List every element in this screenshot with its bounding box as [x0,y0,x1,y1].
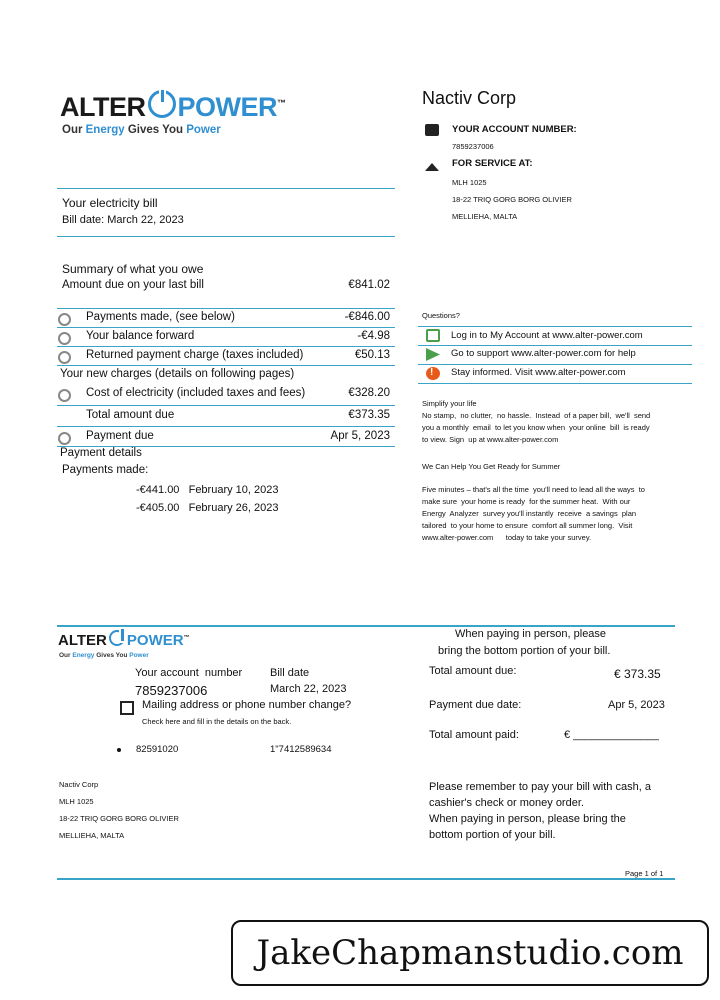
stub-customer-name: Nactiv Corp [59,780,99,789]
house-icon [425,163,439,171]
stub-top-divider [57,625,675,627]
questions-title: Questions? [422,311,460,320]
simplify-body-1: No stamp, no clutter, no hassle. Instead of a paper bill, we'll send [422,411,651,420]
stub-tagline: Our Energy Gives You Power [59,652,149,659]
stub-bill-date-label: Bill date [270,667,310,679]
stub-logo: ALTER POWER™ [58,632,190,649]
stub-code-1: 82591020 [136,744,179,755]
folder-icon [425,124,439,136]
bill-date: Bill date: March 22, 2023 [62,214,184,226]
company-tagline: Our Energy Gives You Power [62,124,221,136]
customer-name: Nactiv Corp [422,88,517,108]
support-link[interactable]: Go to support www.alter-power.com for help [451,348,636,359]
new-charges-label: Your new charges (details on following pages) [60,368,295,380]
summary-title: Summary of what you owe [62,262,204,276]
stub-due-date-value: Apr 5, 2023 [608,699,665,711]
stub-in-person-1: When paying in person, please [455,628,607,640]
divider [57,426,395,427]
simplify-title: Simplify your life [422,399,477,408]
divider [57,327,395,328]
power-icon [148,90,176,118]
account-number: 7859237006 [452,142,494,151]
service-address-3: MELLIEHA, MALTA [452,212,518,221]
stub-bill-date-value: March 22, 2023 [270,683,347,695]
divider [57,405,395,406]
divider [57,308,395,309]
stub-reminder-4: bottom portion of your bill. [429,829,556,841]
stub-reminder-3: When paying in person, please bring the [429,813,626,825]
stub-code-2: 1"7412589634 [270,744,332,755]
service-label: FOR SERVICE AT: [452,158,533,169]
power-icon [109,630,125,646]
summary-row-last-bill: Amount due on your last bill €841.02 [62,279,390,291]
stub-mailing-sub: Check here and fill in the details on the back. [142,717,292,726]
stub-account-value: 7859237006 [135,683,208,698]
summer-title: We Can Help You Get Ready for Summer [422,462,561,471]
summer-body-1: Five minutes – that's all the time you'll need to lead all the ways to [422,485,645,494]
circle-icon [58,332,71,345]
divider [57,236,395,237]
watermark-text: JakeChapmanstudio.com [256,933,684,973]
my-account-link[interactable]: Log in to My Account at www.alter-power.com [451,330,643,341]
summer-body-4: tailored to your home to ensure comfort all summer long. Visit [422,521,633,530]
service-address-2: 18-22 TRIQ GORG BORG OLIVIER [452,195,572,204]
stub-address-1: MLH 1025 [59,797,94,806]
divider [418,326,692,327]
payment-entry-2: -€405.00 February 26, 2023 [136,502,279,514]
divider [57,346,395,347]
stub-account-label: Your account number [135,667,243,679]
stub-due-date-label: Payment due date: [429,699,522,711]
watermark-box [231,920,709,986]
summer-body-3: Energy Analyzer survey you'll instantly receive a savings plan [422,509,637,518]
summer-body-5: www.alter-power.com today to take your survey. [422,533,592,542]
stub-in-person-2: bring the bottom portion of your bill. [438,645,611,657]
page-number: Page 1 of 1 [625,869,664,878]
circle-icon [58,432,71,445]
stub-address-2: 18-22 TRIQ GORG BORG OLIVIER [59,814,179,823]
circle-icon [58,389,71,402]
service-address-1: MLH 1025 [452,178,487,187]
stub-address-3: MELLIEHA, MALTA [59,831,125,840]
divider [57,188,395,189]
payments-made-title: Payments made: [62,464,149,476]
stub-mailing-label: Mailing address or phone number change? [142,699,352,711]
payment-entry-1: -€441.00 February 10, 2023 [136,484,279,496]
bullet-icon [117,748,121,752]
divider [418,383,692,384]
company-logo: ALTER POWER™ [60,92,286,122]
divider [57,365,395,366]
bill-title: Your electricity bill [62,196,158,210]
alert-icon [426,367,440,380]
circle-icon [58,351,71,364]
stub-paid-label: Total amount paid: [429,729,519,741]
summer-body-2: make sure your home is ready for the summer heat. With our [422,497,631,506]
simplify-body-3: to view. Sign up at www.alter-power.com [422,435,559,444]
stub-paid-field[interactable]: € ______________ [564,729,659,741]
mailing-change-checkbox[interactable] [120,701,134,715]
divider [418,345,692,346]
stub-bottom-divider [57,878,675,880]
divider [418,364,692,365]
stub-total-due-label: Total amount due: [429,665,517,677]
stub-total-due-value: € 373.35 [614,667,661,681]
simplify-body-2: you a monthly email to let you know when your online bill is ready [422,423,650,432]
payment-details-title: Payment details [60,447,142,459]
circle-icon [58,313,71,326]
account-number-label: YOUR ACCOUNT NUMBER: [452,124,577,135]
stay-informed-link[interactable]: Stay informed. Visit www.alter-power.com [451,367,626,378]
stub-reminder-1: Please remember to pay your bill with cash, a [429,781,651,793]
chat-icon [426,329,440,342]
cursor-icon [426,348,440,361]
stub-reminder-2: cashier's check or money order. [429,797,584,809]
